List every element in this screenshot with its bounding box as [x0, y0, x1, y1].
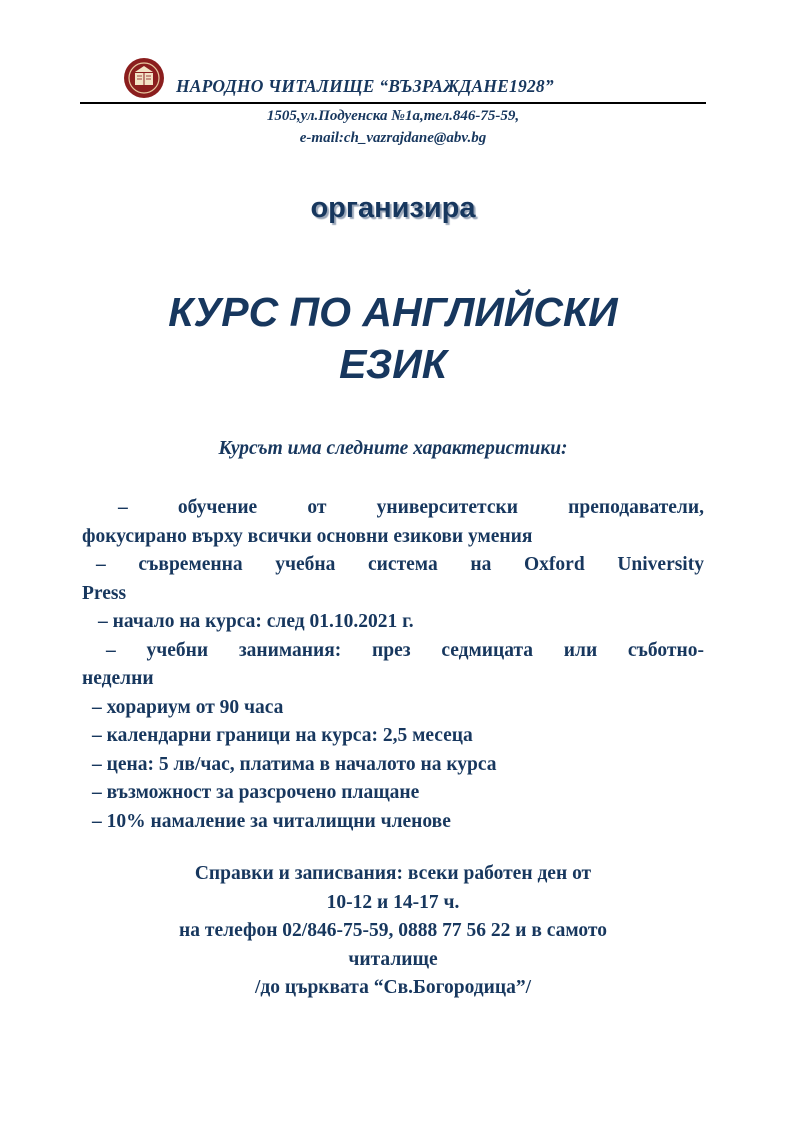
feature-1-line-1 [82, 494, 704, 523]
contacts-line-1: Справки и записвания: всеки работен ден от [194, 863, 592, 884]
reading-house-emblem-icon [124, 58, 164, 98]
feature-4-part-f: или [563, 639, 598, 661]
feature-2-part-a: – [96, 554, 106, 575]
course-title-line-1: КУРС ПО АНГЛИЙСКИ [168, 289, 618, 335]
feature-1-part-e: преподаватели, [568, 497, 704, 518]
feature-2-part-g: University [617, 554, 704, 575]
feature-4-part-e: седмицата [441, 639, 534, 661]
feature-2-part-e: на [470, 554, 492, 575]
organization-email: e-mail:ch_vazrajdane@abv.bg [299, 130, 487, 146]
feature-2-line-2: Press [82, 582, 127, 604]
organizes-heading: организира [310, 192, 476, 224]
feature-1-part-d: университетски [376, 497, 518, 518]
contacts-line-4: читалище [348, 948, 438, 970]
feature-3: – начало на курса: след 01.10.2021 г. [98, 611, 414, 632]
contacts-line-3: на телефон 02/846-75-59, 0888 77 56 22 и в самото [179, 920, 607, 941]
emblem-graphic [124, 58, 164, 98]
feature-2-part-b: съвременна [138, 554, 243, 575]
feature-5: – хорариум от 90 часа [92, 696, 284, 718]
feature-4-part-g: съботно- [627, 639, 704, 661]
feature-4-part-d: през [372, 639, 411, 661]
feature-2-part-d: система [368, 554, 438, 575]
contacts-line-5: /до църквата “Св.Богородица”/ [254, 977, 532, 998]
feature-4-part-c: занимания: [238, 639, 342, 661]
feature-4-line-2: неделни [82, 668, 154, 689]
features-list [82, 494, 704, 836]
header-top [80, 58, 706, 102]
header [80, 58, 706, 102]
organization-name: НАРОДНО ЧИТАЛИЩЕ “ВЪЗРАЖДАНЕ1928” [176, 76, 554, 96]
feature-2-part-c: учебна [275, 554, 336, 575]
feature-4-line-1 [82, 637, 704, 666]
course-title-line-2: ЕЗИК [339, 341, 447, 387]
feature-7: – цена: 5 лв/час, платима в началото на курса [92, 753, 497, 775]
feature-8: – възможност за разсрочено плащане [92, 782, 420, 803]
feature-2-line-1 [82, 551, 704, 580]
contacts-line-2: 10-12 и 14-17 ч. [326, 891, 460, 913]
feature-1-part-a: – [118, 497, 128, 518]
header-divider [80, 102, 706, 104]
feature-1-part-b: обучение [177, 497, 258, 518]
feature-1-line-2: фокусирано върху всички основни езикови умения [82, 525, 533, 547]
feature-9: – 10% намаление за читалищни членове [92, 810, 451, 832]
contacts-block [0, 860, 786, 1003]
feature-4-part-a: – [106, 639, 116, 661]
feature-6: – календарни граници на курса: 2,5 месеца [92, 725, 473, 746]
feature-4-part-b: учебни [146, 639, 209, 661]
characteristics-heading: Курсът има следните характеристики: [218, 438, 568, 459]
course-title [0, 286, 786, 390]
feature-2-part-f: Oxford [524, 554, 585, 575]
organization-address: 1505,ул.Подуенска №1а,тел.846-75-59, [266, 108, 520, 124]
feature-1-part-c: от [307, 497, 327, 518]
